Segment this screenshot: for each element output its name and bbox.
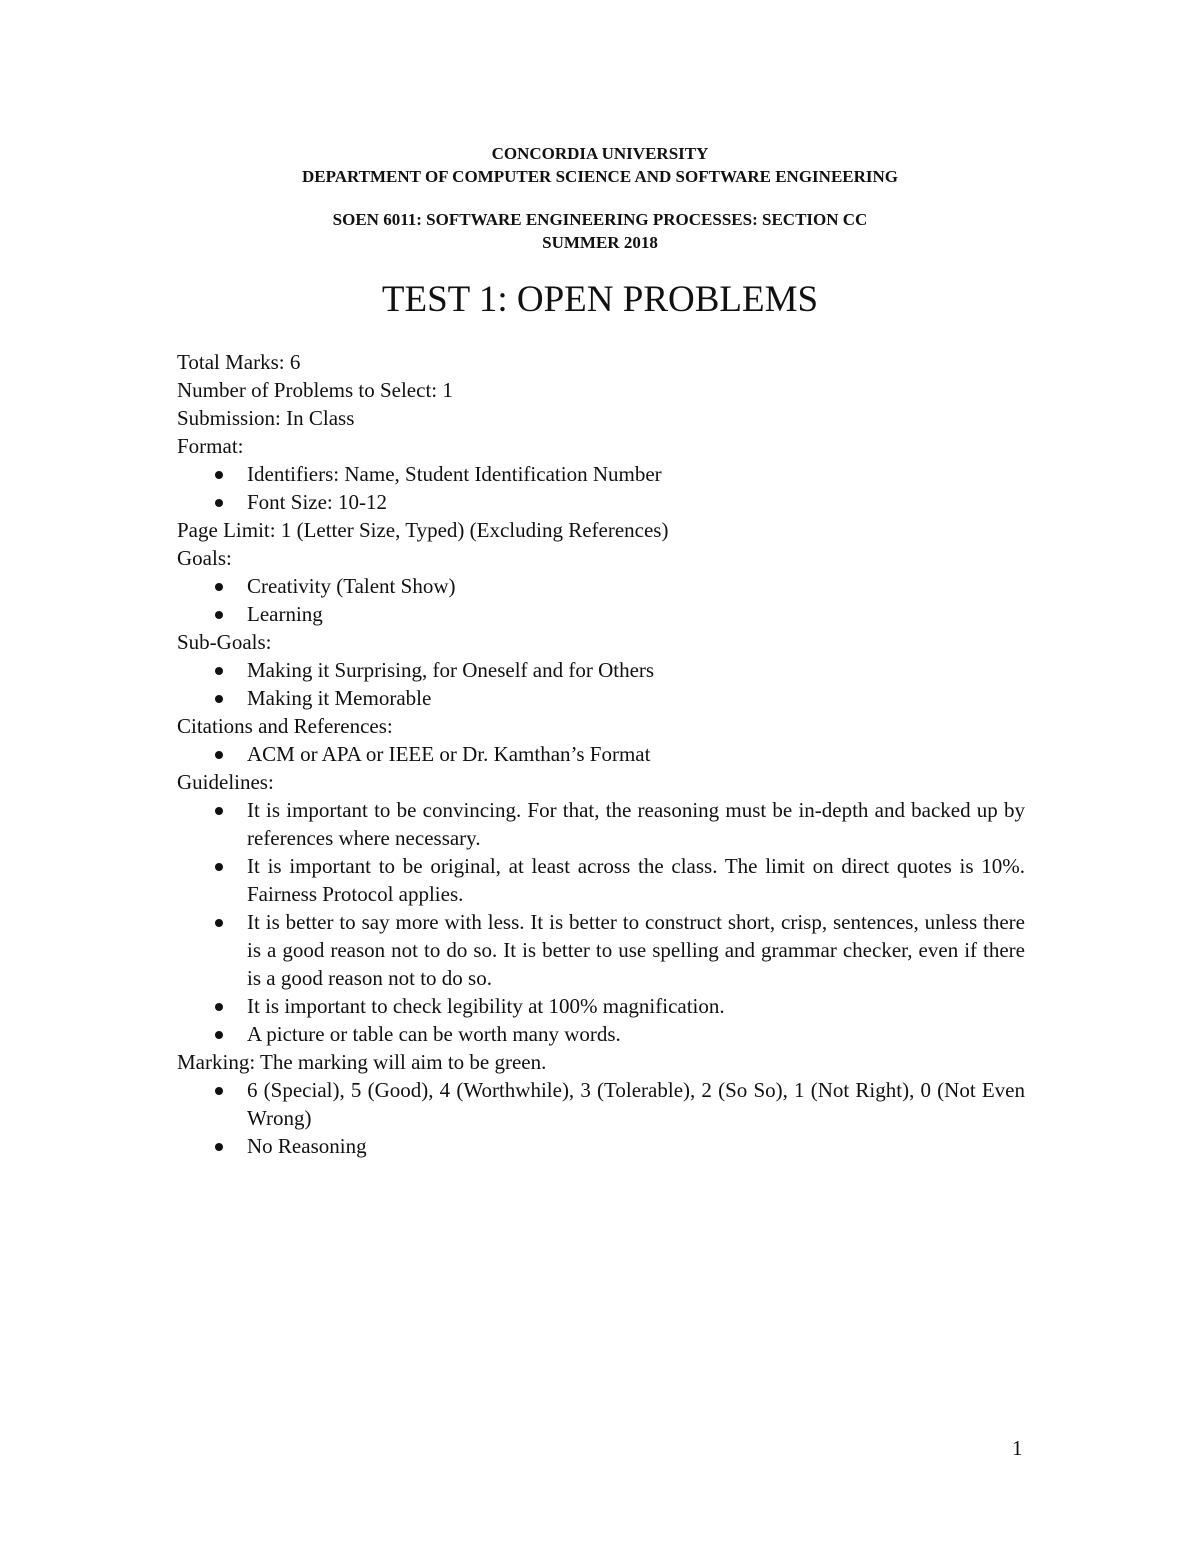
list-item: It is better to say more with less. It is better to construct short, crisp, sentences, unless there is a good reason not to do so. It is better to use spelling and grammar checker, even if there is a good reason not to do so. — [177, 908, 1025, 992]
guidelines-label: Guidelines: — [177, 770, 274, 794]
list-item: Making it Memorable — [177, 684, 1025, 712]
course-title: SOEN 6011: SOFTWARE ENGINEERING PROCESSES: SECTION CC — [332, 210, 868, 229]
bullet-icon — [215, 611, 223, 619]
bullet-icon — [215, 583, 223, 591]
marking-label: Marking: The marking will aim to be green. — [177, 1050, 547, 1074]
bullet-icon — [215, 919, 223, 927]
citations-list — [177, 740, 1025, 768]
list-item: Learning — [177, 600, 1025, 628]
list-item: 6 (Special), 5 (Good), 4 (Worthwhile), 3 (Tolerable), 2 (So So), 1 (Not Right), 0 (Not Even Wrong) — [177, 1076, 1025, 1132]
format-label: Format: — [177, 434, 244, 458]
goals-list — [177, 572, 1025, 628]
bullet-icon — [215, 667, 223, 675]
header-course — [0, 208, 1200, 254]
page-number: 1 — [1012, 1436, 1023, 1460]
bullet-icon — [215, 499, 223, 507]
university-name: CONCORDIA UNIVERSITY — [491, 144, 709, 163]
bullet-icon — [215, 863, 223, 871]
page-limit: Page Limit: 1 (Letter Size, Typed) (Excluding References) — [177, 518, 669, 542]
list-item: It is important to be original, at least across the class. The limit on direct quotes is 10%. Fairness Protocol applies. — [177, 852, 1025, 908]
bullet-icon — [215, 1003, 223, 1011]
list-item: It is important to be convincing. For that, the reasoning must be in-depth and backed up by references where necessary. — [177, 796, 1025, 852]
test-details — [177, 348, 1025, 1160]
list-item: It is important to check legibility at 100% magnification. — [177, 992, 1025, 1020]
bullet-icon — [215, 471, 223, 479]
page-title: TEST 1: OPEN PROBLEMS — [381, 279, 819, 320]
list-item: ACM or APA or IEEE or Dr. Kamthan’s Format — [177, 740, 1025, 768]
department-name: DEPARTMENT OF COMPUTER SCIENCE AND SOFTWARE ENGINEERING — [301, 167, 899, 186]
list-item: No Reasoning — [177, 1132, 1025, 1160]
num-problems: Number of Problems to Select: 1 — [177, 378, 453, 402]
citations-label: Citations and References: — [177, 714, 393, 738]
list-item: Creativity (Talent Show) — [177, 572, 1025, 600]
marking-list — [177, 1076, 1025, 1160]
bullet-icon — [215, 1143, 223, 1151]
list-item: Identifiers: Name, Student Identification Number — [177, 460, 1025, 488]
list-item: Font Size: 10-12 — [177, 488, 1025, 516]
guidelines-list — [177, 796, 1025, 1048]
goals-label: Goals: — [177, 546, 232, 570]
bullet-icon — [215, 807, 223, 815]
bullet-icon — [215, 1031, 223, 1039]
header-institution — [0, 142, 1200, 188]
list-item: Making it Surprising, for Oneself and for Others — [177, 656, 1025, 684]
bullet-icon — [215, 1087, 223, 1095]
format-list — [177, 460, 1025, 516]
bullet-icon — [215, 751, 223, 759]
term: SUMMER 2018 — [542, 233, 658, 252]
subgoals-list — [177, 656, 1025, 712]
total-marks: Total Marks: 6 — [177, 350, 301, 374]
list-item: A picture or table can be worth many words. — [177, 1020, 1025, 1048]
submission: Submission: In Class — [177, 406, 355, 430]
subgoals-label: Sub-Goals: — [177, 630, 272, 654]
bullet-icon — [215, 695, 223, 703]
